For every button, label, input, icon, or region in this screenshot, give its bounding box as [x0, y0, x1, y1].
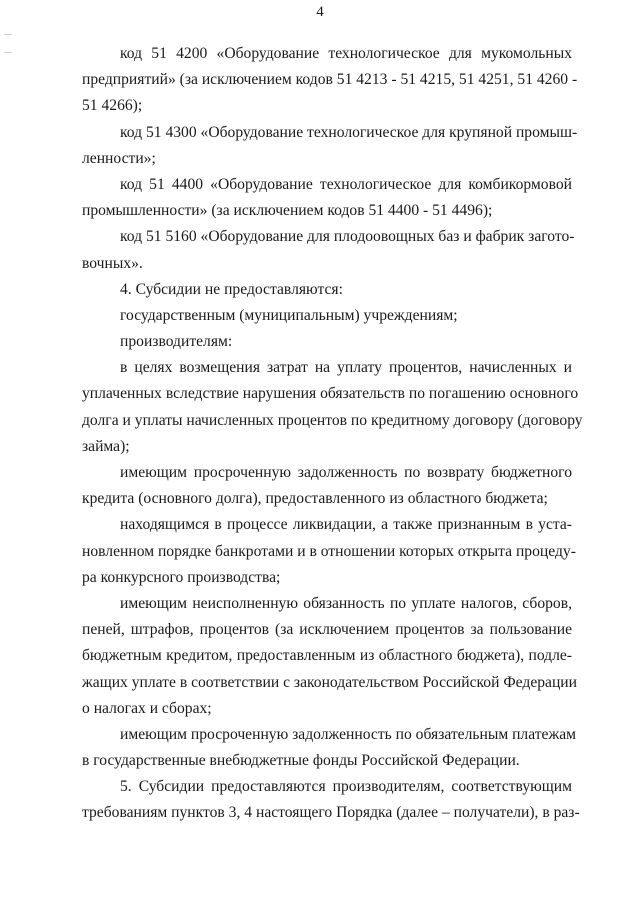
text-line: ра конкурсного производства; — [82, 568, 281, 586]
text-line: в государственные внебюджетные фонды Российской Федерации. — [82, 752, 520, 770]
text-line: имеющим просроченную задолженность по возврату бюджетного — [120, 464, 572, 481]
text-line: имеющим просроченную задолженность по обязательным платежам — [120, 725, 577, 743]
text-line: код 51 5160 «Оборудование для плодоовощных баз и фабрик загото- — [120, 228, 575, 246]
text-line: имеющим неисполненную обязанность по уплате налогов, сборов, — [120, 594, 572, 612]
text-line: пеней, штрафов, процентов (за исключением процентов за пользование — [82, 621, 572, 639]
text-line: 5. Субсидии предоставляются производителям, соответствующим — [120, 778, 572, 796]
text-line: 51 4266); — [82, 97, 143, 115]
text-line: долга и уплаты начисленных процентов по кредитному договору (договору — [82, 411, 583, 429]
text-line: 4. Субсидии не предоставляются: — [120, 280, 343, 298]
text-line: займа); — [82, 437, 130, 455]
text-line: государственным (муниципальным) учреждениям; — [120, 306, 458, 324]
text-line: кредита (основного долга), предоставленного из областного бюджета; — [82, 490, 548, 508]
text-line: вочных». — [82, 254, 143, 272]
margin-mark — [4, 34, 12, 35]
page-number: 4 — [316, 4, 324, 20]
text-line: промышленности» (за исключением кодов 51 4400 - 51 4496); — [82, 202, 493, 220]
text-line: жащих уплате в соответствии с законодательством Российской Федерации — [82, 673, 577, 691]
text-line: производителям: — [120, 333, 233, 351]
text-line: код 51 4200 «Оборудование технологическое для мукомольных — [120, 45, 572, 62]
text-line: предприятий» (за исключением кодов 51 4213 - 51 4215, 51 4251, 51 4260 - — [82, 71, 578, 89]
margin-mark — [4, 52, 12, 53]
text-line: в целях возмещения затрат на уплату процентов, начисленных и — [120, 359, 572, 377]
text-line: ленности»; — [82, 149, 156, 167]
text-line: новленном порядке банкротами и в отношении которых открыта процеду- — [82, 542, 576, 560]
text-line: о налогах и сборах; — [82, 699, 212, 717]
text-line: код 51 4300 «Оборудование технологическое для крупяной промыш- — [120, 123, 578, 141]
text-line: код 51 4400 «Оборудование технологическое для комбикормовой — [120, 175, 572, 193]
text-line: уплаченных вследствие нарушения обязательств по погашению основного — [82, 385, 579, 403]
text-line: бюджетным кредитом, предоставленным из областного бюджета), подле- — [82, 647, 572, 665]
text-line: находящимся в процессе ликвидации, а также признанным в уста- — [120, 516, 572, 534]
document-body — [82, 41, 583, 827]
text-line: требованиям пунктов 3, 4 настоящего Порядка (далее – получатели), в раз- — [82, 804, 580, 822]
